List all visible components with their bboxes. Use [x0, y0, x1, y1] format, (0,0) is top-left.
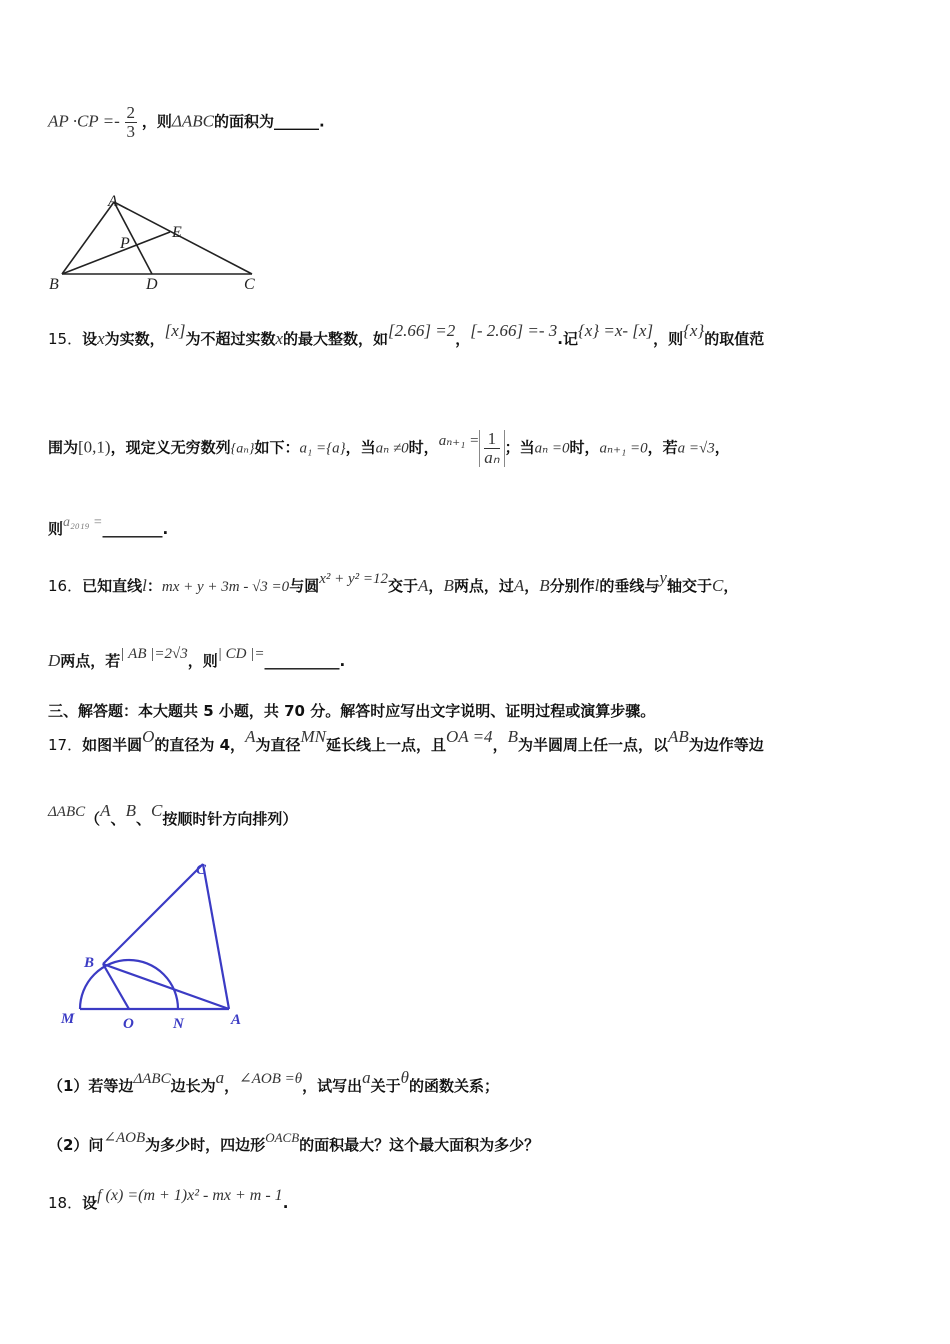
text: （	[85, 810, 101, 828]
math-expr: l	[142, 576, 147, 595]
math-expr: aₙ =0	[534, 440, 570, 457]
math-expr: [2.66] =2	[388, 321, 456, 340]
math-expr: f (x) =(m + 1)x² - mx + m - 1	[97, 1187, 283, 1204]
section-heading: 三、解答题：本大题共 5 小题，共 70 分。解答时应写出文字说明、证明过程或演算步骤。	[48, 702, 656, 720]
math-expr: A	[100, 801, 111, 820]
math-expr: ∠AOB =θ	[239, 1071, 303, 1087]
math-expr: aₙ₊₁ =	[438, 432, 480, 449]
math-expr: l	[594, 576, 600, 595]
fraction-denominator: 3	[126, 122, 136, 141]
text: 为直径	[255, 736, 301, 754]
fraction	[479, 430, 504, 467]
text: 交于	[388, 577, 419, 595]
text: 的面积为______.	[213, 112, 325, 131]
segment-ca	[203, 864, 229, 1009]
text: 轴交于	[666, 577, 712, 595]
math-expr: {x}	[683, 321, 705, 340]
math-expr: a₁ ={a}	[299, 440, 346, 457]
q17-line2	[48, 801, 910, 831]
segment-cb	[103, 864, 203, 964]
text: 为实数，	[104, 330, 165, 348]
text: ，	[524, 577, 540, 595]
text: 的最大整数，如	[283, 330, 389, 348]
text: ：	[146, 577, 162, 595]
math-expr: [- 2.66] =- 3	[470, 321, 558, 340]
text: 已知直线	[82, 577, 143, 595]
text: .	[282, 1194, 289, 1212]
math-expr: B	[507, 727, 518, 746]
label-o: O	[123, 1016, 134, 1032]
math-expr: B	[443, 576, 454, 595]
segment-ba	[103, 964, 229, 1009]
math-expr: ΔABC	[171, 111, 214, 131]
math-expr: AB	[667, 727, 689, 746]
math-expr: aₙ₊₁ =0	[599, 440, 648, 457]
math-expr: x	[97, 329, 105, 348]
text: 的垂线与	[599, 577, 660, 595]
fraction	[125, 104, 138, 141]
label-d: D	[146, 276, 158, 293]
math-expr: D	[48, 651, 61, 670]
text: ，	[714, 438, 730, 457]
math-expr: | CD |=	[217, 646, 265, 662]
q17-line1	[48, 727, 910, 756]
label-a: A	[108, 193, 118, 210]
text: 与圆	[289, 577, 320, 595]
math-expr: a	[215, 1068, 225, 1087]
text: 如图半圆	[82, 736, 143, 754]
text: 分别作	[549, 577, 595, 595]
q15-line2	[48, 430, 910, 467]
text: ，若	[647, 438, 678, 457]
segment-be	[62, 232, 170, 274]
text: ，	[723, 577, 739, 595]
math-expr: {x} =x- [x]	[577, 321, 654, 340]
text: 时，	[569, 438, 600, 457]
text: ，当	[345, 438, 376, 457]
text: ，	[428, 577, 444, 595]
math-expr: OA =4	[445, 727, 493, 746]
label-b: B	[84, 955, 95, 971]
text: ，现定义无穷数列	[110, 438, 231, 457]
math-expr: O	[142, 727, 155, 746]
text: 的函数关系；	[408, 1077, 499, 1095]
semicircle-figure	[55, 852, 255, 1037]
q15-line3	[48, 515, 910, 542]
math-expr: B	[539, 576, 550, 595]
math-expr: y	[659, 568, 667, 587]
q16-line2	[48, 646, 910, 673]
fraction-denominator: aₙ	[484, 448, 500, 467]
text: 围为	[48, 438, 79, 457]
math-expr: ΔABC	[133, 1071, 171, 1087]
text: ，	[224, 1077, 240, 1095]
text: （1）若等边	[48, 1077, 134, 1095]
question-number: 15．	[48, 330, 83, 348]
question-number: 16．	[48, 577, 83, 595]
text: 延长线上一点，且	[325, 736, 446, 754]
math-expr: a =√3	[677, 440, 715, 457]
math-expr: C	[150, 801, 163, 820]
math-expr: OACB	[265, 1130, 300, 1145]
math-expr: C	[711, 576, 724, 595]
math-expr: AP ·CP =-	[48, 111, 120, 131]
text: 为半圆周上任一点，以	[517, 736, 668, 754]
text: 按顺时针方向排列）	[162, 810, 298, 828]
text: 为不超过实数	[185, 330, 276, 348]
math-expr: ΔABC	[48, 804, 86, 820]
label-m: M	[61, 1011, 75, 1027]
text: 设	[82, 1194, 98, 1212]
math-expr: ∠AOB	[103, 1130, 146, 1146]
text: ，	[492, 736, 508, 754]
text: ，则	[653, 330, 684, 348]
text: 为多少时，四边形	[145, 1136, 266, 1154]
text: 时，	[408, 438, 439, 457]
q17-sub1	[48, 1068, 910, 1098]
text: 为边作等边	[688, 736, 764, 754]
text: ；当	[504, 438, 535, 457]
label-b: B	[49, 276, 59, 293]
text: 的直径为 4，	[154, 736, 246, 754]
triangle-figure	[44, 188, 274, 298]
question-number: 18．	[48, 1194, 83, 1212]
text: ，则	[187, 652, 218, 670]
text: 两点，过	[453, 577, 514, 595]
fraction-numerator: 2	[126, 103, 136, 122]
fraction-numerator: 1	[484, 430, 499, 449]
math-expr: B	[125, 801, 136, 820]
math-expr: mx + y + 3m - √3 =0	[161, 579, 290, 595]
math-expr: | AB |=2√3	[120, 646, 188, 662]
label-p: P	[120, 235, 130, 252]
text: 、	[135, 810, 151, 828]
math-expr: [x]	[164, 321, 186, 340]
text: 、	[110, 810, 126, 828]
math-expr: a₂₀₁₉ =	[63, 515, 103, 530]
math-expr: aₙ ≠0	[375, 440, 409, 457]
math-expr: A	[418, 576, 429, 595]
text: 关于	[370, 1077, 401, 1095]
text: 两点，若	[60, 652, 121, 670]
q18-line	[48, 1187, 910, 1215]
label-n: N	[173, 1016, 184, 1032]
label-c: C	[196, 862, 207, 878]
question-number: 17．	[48, 736, 83, 754]
q16-line1	[48, 568, 910, 598]
text: 设	[82, 330, 98, 348]
label-c: C	[244, 276, 255, 293]
segment-ac	[114, 202, 252, 274]
q15-line1	[48, 321, 910, 350]
math-expr: a	[362, 1068, 371, 1087]
math-expr: [0,1)	[78, 437, 111, 457]
math-expr: θ	[400, 1068, 409, 1087]
math-expr: A	[245, 727, 256, 746]
math-expr: x² + y² =12	[319, 571, 389, 587]
math-expr: MN	[300, 727, 326, 746]
text: ，	[455, 330, 471, 348]
text: 则	[48, 520, 64, 538]
text: ，则	[141, 112, 172, 131]
label-a: A	[231, 1012, 242, 1028]
text: 的面积最大？这个最大面积为多少？	[299, 1136, 540, 1154]
answer-blank[interactable]: __________.	[264, 652, 346, 670]
text: （2）问	[48, 1136, 104, 1154]
label-e: E	[172, 224, 182, 241]
text: .记	[557, 330, 578, 348]
text: 边长为	[170, 1077, 216, 1095]
answer-blank[interactable]: ________.	[102, 520, 169, 538]
math-expr: x	[275, 329, 284, 348]
q17-sub2	[48, 1130, 910, 1157]
text: 如下：	[254, 438, 300, 457]
q14-tail-line	[48, 104, 910, 141]
text: 的取值范	[704, 330, 765, 348]
math-expr: {aₙ}	[230, 441, 255, 457]
math-expr: A	[513, 576, 525, 595]
text: ，试写出	[302, 1077, 363, 1095]
